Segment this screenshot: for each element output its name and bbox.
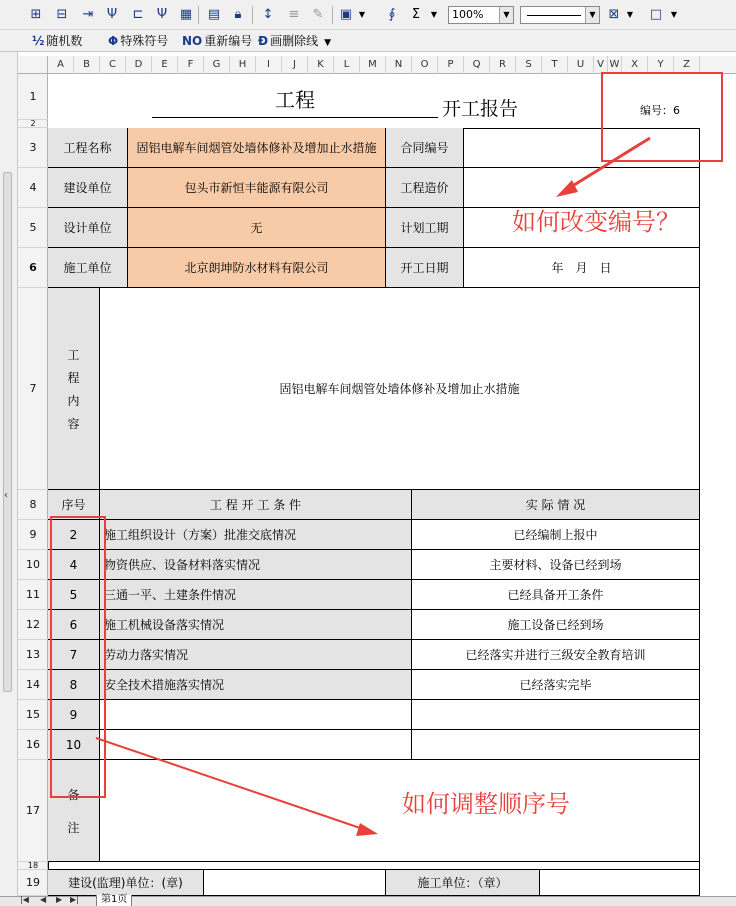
- collapse-arrow-icon[interactable]: ‹: [4, 490, 8, 501]
- last-sheet-icon[interactable]: ▶|: [70, 895, 79, 904]
- info-label[interactable]: 设计单位: [48, 208, 128, 248]
- column-header[interactable]: A: [48, 56, 74, 74]
- column-header[interactable]: N: [386, 56, 412, 74]
- remark-label-char: 备: [67, 787, 80, 802]
- info-label[interactable]: 工程造价: [386, 168, 464, 208]
- column-header[interactable]: R: [490, 56, 516, 74]
- info-value[interactable]: 包头市新恒丰能源有限公司: [128, 168, 386, 208]
- content-label-char: 内: [67, 393, 80, 408]
- column-header[interactable]: D: [126, 56, 152, 74]
- number-icon: NO: [182, 34, 203, 48]
- vertical-scrollbar[interactable]: [0, 52, 18, 906]
- cond-text[interactable]: 安全技术措施落实情况: [100, 670, 412, 700]
- formula-icon[interactable]: ∮: [388, 7, 396, 22]
- symbol-icon: Φ: [108, 34, 119, 48]
- column-header[interactable]: J: [282, 56, 308, 74]
- strikethrough-icon: Đ: [258, 34, 269, 48]
- info-label[interactable]: 建设单位: [48, 168, 128, 208]
- row-header[interactable]: 17: [18, 760, 48, 862]
- lock-icon[interactable]: 🔒︎: [234, 7, 242, 22]
- cond-status[interactable]: [412, 700, 700, 730]
- row-header[interactable]: 13: [18, 640, 48, 670]
- content-label-char: 程: [67, 370, 80, 385]
- row-header[interactable]: 9: [18, 520, 48, 550]
- line-style-select[interactable]: [520, 6, 600, 24]
- row-header[interactable]: 4: [18, 168, 48, 208]
- cond-text[interactable]: 施工组织设计（方案）批准交底情况: [100, 520, 412, 550]
- column-header[interactable]: Q: [464, 56, 490, 74]
- fill-color-icon[interactable]: □: [649, 7, 663, 22]
- row-header-bar: [18, 74, 48, 896]
- column-header[interactable]: Y: [648, 56, 674, 74]
- content-text[interactable]: 固铝电解车间烟管处墙体修补及增加止水措施: [100, 288, 700, 490]
- column-header[interactable]: P: [438, 56, 464, 74]
- doc-title-left: 工程: [275, 88, 315, 112]
- cond-no[interactable]: 10: [48, 730, 100, 760]
- info-label[interactable]: 开工日期: [386, 248, 464, 288]
- cond-status[interactable]: 已经落实并进行三级安全教育培训: [412, 640, 700, 670]
- first-sheet-icon[interactable]: |◀: [20, 895, 29, 904]
- info-label[interactable]: 合同编号: [386, 128, 464, 168]
- column-icon[interactable]: Ψ: [156, 7, 168, 22]
- chevron-down-icon: ▼: [499, 7, 513, 23]
- footer-right-label[interactable]: 施工单位：（章）: [386, 870, 540, 896]
- column-header[interactable]: V: [594, 56, 608, 74]
- remark-label-char: 注: [67, 820, 80, 835]
- main-toolbar: [0, 0, 736, 30]
- row-header[interactable]: 19: [18, 870, 48, 896]
- info-label[interactable]: 施工单位: [48, 248, 128, 288]
- indent-icon[interactable]: ≡: [288, 7, 300, 22]
- column-header[interactable]: I: [256, 56, 282, 74]
- cond-header-cond[interactable]: 工 程 开 工 条 件: [100, 490, 412, 520]
- column-header[interactable]: G: [204, 56, 230, 74]
- cond-status[interactable]: [412, 730, 700, 760]
- sheet-tab-bar: [0, 896, 736, 906]
- border-dropdown-icon[interactable]: ▼: [626, 10, 634, 19]
- line-spacing-icon[interactable]: ↕: [262, 7, 274, 22]
- column-header[interactable]: X: [622, 56, 648, 74]
- column-header[interactable]: S: [516, 56, 542, 74]
- row-header[interactable]: 5: [18, 208, 48, 248]
- cond-no[interactable]: 6: [48, 610, 100, 640]
- insert-row-icon[interactable]: ⊞: [30, 7, 42, 22]
- row-header[interactable]: 7: [18, 288, 48, 490]
- sum-dropdown-icon[interactable]: ▼: [430, 10, 438, 19]
- renumber-button[interactable]: NO 重新编号: [182, 34, 253, 48]
- doc-title-right: 开工报告: [442, 98, 519, 120]
- row-header[interactable]: 18: [18, 862, 48, 870]
- column-header[interactable]: W: [608, 56, 622, 74]
- table-icon[interactable]: ▦: [179, 7, 193, 22]
- insert-column-icon[interactable]: ⊟: [56, 7, 68, 22]
- info-label[interactable]: 计划工期: [386, 208, 464, 248]
- spacer-row: [48, 862, 700, 870]
- select-all-corner[interactable]: [18, 56, 48, 74]
- row-header[interactable]: 1: [18, 74, 48, 120]
- content-label-char: 容: [67, 416, 80, 431]
- cond-text[interactable]: [100, 700, 412, 730]
- prev-sheet-icon[interactable]: ◀: [40, 895, 47, 904]
- cond-status[interactable]: 已经落实完毕: [412, 670, 700, 700]
- column-header[interactable]: E: [152, 56, 178, 74]
- footer-left-label[interactable]: 建设(监理)单位：(章): [48, 870, 204, 896]
- footer-left-value[interactable]: [204, 870, 386, 896]
- zoom-select[interactable]: 100% ▼: [448, 6, 514, 24]
- info-value[interactable]: 无: [128, 208, 386, 248]
- format-painter-icon[interactable]: ✎: [312, 7, 324, 22]
- row-header[interactable]: 10: [18, 550, 48, 580]
- row-header[interactable]: 15: [18, 700, 48, 730]
- row-header[interactable]: 14: [18, 670, 48, 700]
- border-icon[interactable]: ⊠: [608, 7, 620, 22]
- random-number-button[interactable]: ½ 随机数: [32, 34, 83, 48]
- special-symbol-button[interactable]: Φ 特殊符号: [108, 34, 169, 48]
- delete-row-icon[interactable]: ⇥: [82, 7, 94, 22]
- title-underline: [152, 117, 438, 118]
- column-header[interactable]: Z: [674, 56, 700, 74]
- cond-text[interactable]: 施工机械设备落实情况: [100, 610, 412, 640]
- column-header[interactable]: H: [230, 56, 256, 74]
- cond-text[interactable]: [100, 730, 412, 760]
- strikethrough-button[interactable]: Đ 画删除线 ▼: [258, 34, 331, 48]
- cond-no[interactable]: 7: [48, 640, 100, 670]
- column-header[interactable]: O: [412, 56, 438, 74]
- annotation-text-q1: 如何改变编号？: [512, 208, 680, 236]
- cond-status[interactable]: 主要材料、设备已经到场: [412, 550, 700, 580]
- image-icon[interactable]: ▣: [339, 7, 353, 22]
- print-icon[interactable]: ▤: [207, 7, 221, 22]
- annotation-text-q2: 如何调整顺序号: [402, 790, 570, 818]
- annotation-box-serial: [601, 72, 723, 162]
- secondary-toolbar: [0, 30, 736, 52]
- merge-icon[interactable]: Ψ: [106, 7, 118, 22]
- next-sheet-icon[interactable]: ▶: [56, 895, 63, 904]
- info-label[interactable]: 工程名称: [48, 128, 128, 168]
- sum-icon[interactable]: Σ: [411, 7, 421, 22]
- cond-text[interactable]: 物资供应、设备材料落实情况: [100, 550, 412, 580]
- column-header[interactable]: B: [74, 56, 100, 74]
- fill-dropdown-icon[interactable]: ▼: [670, 10, 678, 19]
- cond-status[interactable]: 施工设备已经到场: [412, 610, 700, 640]
- column-header[interactable]: F: [178, 56, 204, 74]
- info-value[interactable]: 年 月 日: [464, 248, 700, 288]
- annotation-box-sequence: [50, 516, 106, 798]
- row-header[interactable]: 16: [18, 730, 48, 760]
- cond-no[interactable]: 4: [48, 550, 100, 580]
- cond-text[interactable]: 三通一平、土建条件情况: [100, 580, 412, 610]
- scroll-handle[interactable]: [3, 172, 12, 692]
- chevron-down-icon: ▼: [324, 38, 331, 48]
- content-label[interactable]: [48, 288, 100, 490]
- row-header[interactable]: 6: [18, 248, 48, 288]
- footer-right-value[interactable]: [540, 870, 700, 896]
- cond-no[interactable]: 5: [48, 580, 100, 610]
- cond-header-status[interactable]: 实 际 情 况: [412, 490, 700, 520]
- cond-no[interactable]: 2: [48, 520, 100, 550]
- row-header[interactable]: 11: [18, 580, 48, 610]
- cond-header-no[interactable]: 序号: [48, 490, 100, 520]
- random-icon: ½: [32, 34, 45, 48]
- image-dropdown-icon[interactable]: ▼: [358, 10, 366, 19]
- column-header[interactable]: T: [542, 56, 568, 74]
- cond-status[interactable]: 已经编制上报中: [412, 520, 700, 550]
- info-value[interactable]: 北京朗坤防水材料有限公司: [128, 248, 386, 288]
- info-value[interactable]: 固铝电解车间烟管处墙体修补及增加止水措施: [128, 128, 386, 168]
- column-header[interactable]: L: [334, 56, 360, 74]
- column-header[interactable]: C: [100, 56, 126, 74]
- row-header[interactable]: 2: [18, 120, 48, 128]
- row-header[interactable]: 8: [18, 490, 48, 520]
- column-header[interactable]: K: [308, 56, 334, 74]
- row-header[interactable]: 12: [18, 610, 48, 640]
- content-label-char: 工: [67, 347, 80, 362]
- row-header[interactable]: 3: [18, 128, 48, 168]
- cond-no[interactable]: 9: [48, 700, 100, 730]
- chevron-down-icon: ▼: [585, 7, 599, 23]
- cond-status[interactable]: 已经具备开工条件: [412, 580, 700, 610]
- tab-sheet-1[interactable]: 第1页: [96, 895, 132, 906]
- split-icon[interactable]: ⊏: [132, 7, 144, 22]
- column-header[interactable]: U: [568, 56, 594, 74]
- serial-number[interactable]: 编号：6: [640, 104, 680, 117]
- cond-text[interactable]: 劳动力落实情况: [100, 640, 412, 670]
- cond-no[interactable]: 8: [48, 670, 100, 700]
- remark-text[interactable]: [100, 760, 700, 862]
- column-header[interactable]: M: [360, 56, 386, 74]
